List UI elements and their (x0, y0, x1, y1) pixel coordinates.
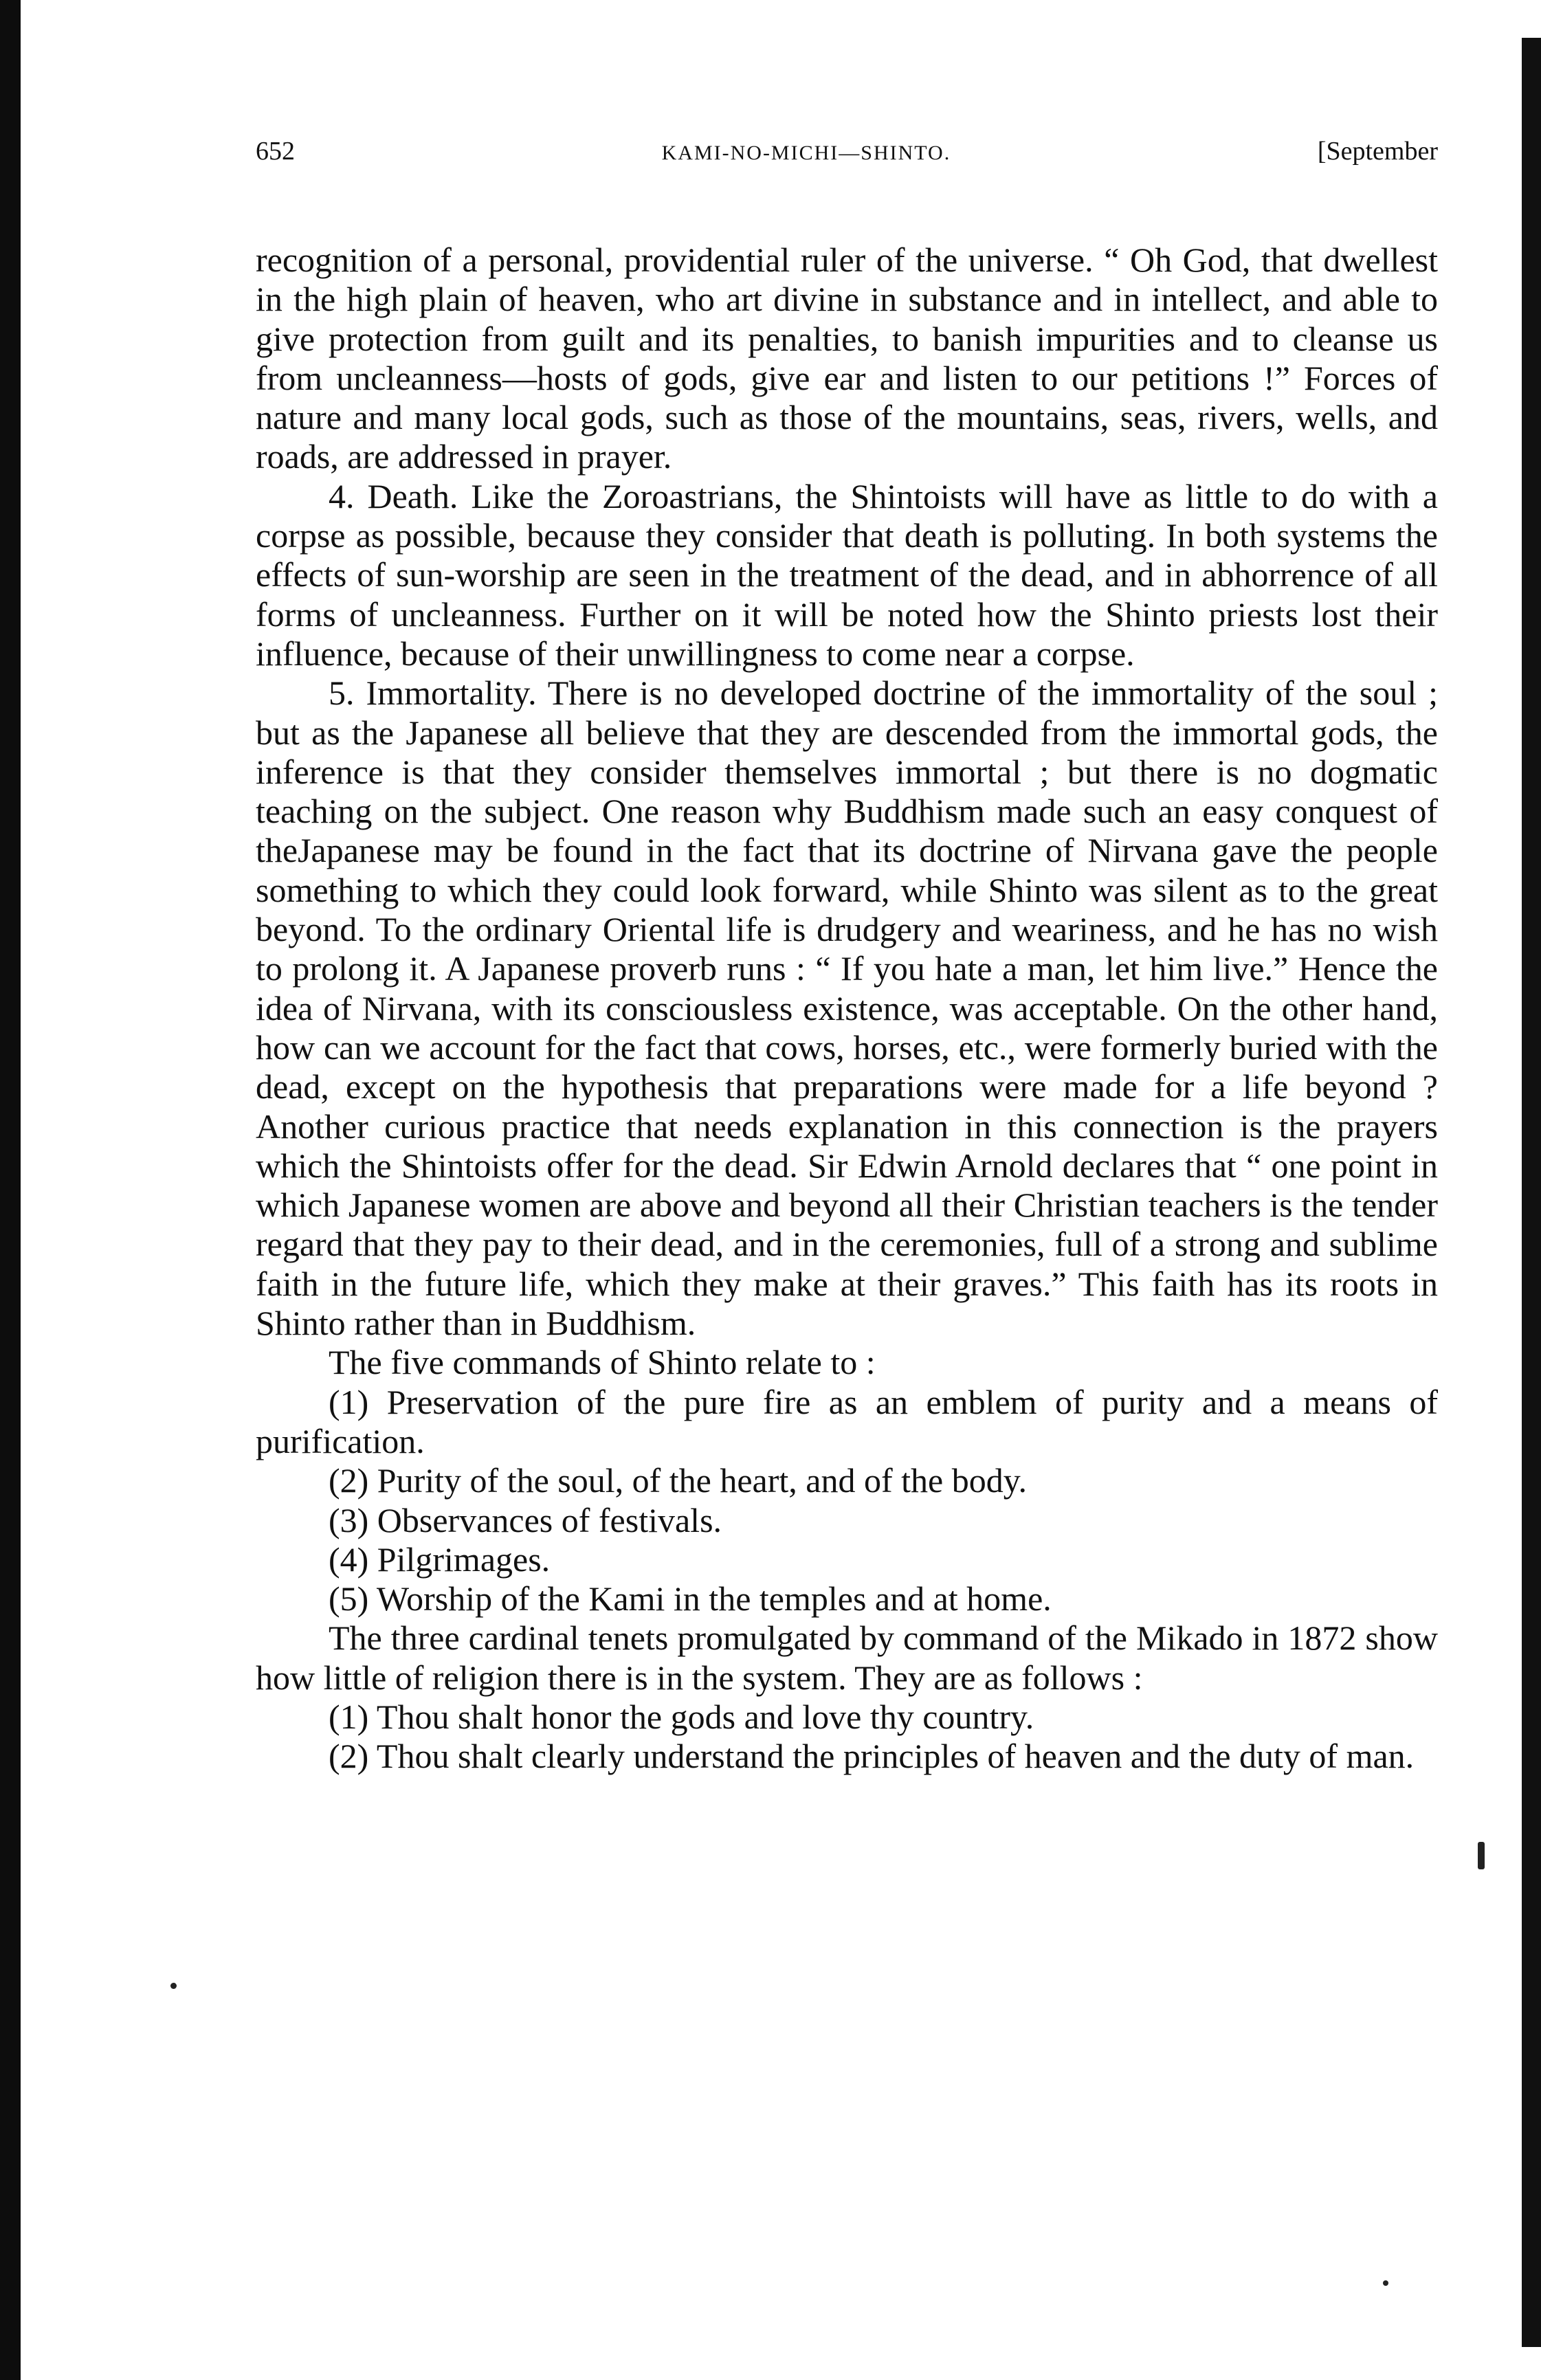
paragraph-death: 4. Death. Like the Zoroastrians, the Shintoists will have as little to do with a corpse as possible, because they consider that death is polluting. In both systems the effects of sun-worship are seen in the treatment of the dead, and in abhorrence of all forms of uncleanness. Further on it will be noted how the Shinto priests lost their influence, because of their unwillingness to come near a corpse. (256, 476, 1438, 673)
page-number: 652 (256, 137, 295, 166)
header-month: [September (1317, 137, 1438, 166)
scan-speck (170, 1983, 177, 1989)
command-item-1: (1) Preservation of the pure fire as an emblem of purity and a means of purification. (256, 1382, 1438, 1460)
scan-speck (1383, 2280, 1388, 2286)
tenet-item-1: (1) Thou shalt honor the gods and love thy country. (329, 1697, 1034, 1736)
book-page (256, 136, 1438, 1777)
command-item-5: (5) Worship of the Kami in the temples and at home. (329, 1579, 1052, 1619)
paragraph-cardinal-tenets-intro: The three cardinal tenets promulgated by command of the Mikado in 1872 show how little of religion there is in the system. They are as follows : (256, 1619, 1438, 1697)
scan-left-edge (0, 0, 21, 2380)
paragraph-five-commands-intro: The five commands of Shinto relate to : (329, 1343, 876, 1382)
paragraph-invocation: recognition of a personal, providential ruler of the universe. “ Oh God, that dwellest in the high plain of heaven, who art divine in substance and in intellect, and able to give protection from guilt and its penalties, to banish impurities and to cleanse us from uncleanness—hosts of gods, give ear and listen to our petitions !” Forces of nature and many local gods, such as those of the mountains, seas, rivers, wells, and roads, are addressed in prayer. (256, 241, 1438, 476)
command-item-2: (2) Purity of the soul, of the heart, and of the body. (329, 1461, 1027, 1500)
running-header (256, 136, 1438, 172)
command-item-4: (4) Pilgrimages. (329, 1539, 551, 1579)
scan-right-edge (1522, 38, 1541, 2347)
running-title: KAMI-NO-MICHI—SHINTO. (661, 142, 951, 164)
scan-speck (1478, 1842, 1485, 1869)
paragraph-immortality: 5. Immortality. There is no developed doctrine of the immortality of the soul ; but as the Japanese all believe that they are descended from the immortal gods, the inference is that they consider themselves immortal ; but there is no dogmatic teaching on the subject. One reason why Buddhism made such an easy conquest of theJapanese may be found in the fact that its doctrine of Nirvana gave the people something to which they could look forward, while Shinto was silent as to the great beyond. To the ordinary Oriental life is drudgery and weariness, and he has no wish to prolong it. A Japanese proverb runs : “ If you hate a man, let him live.” Hence the idea of Nirvana, with its consciousless existence, was acceptable. On the other hand, how can we account for the fact that cows, horses, etc., were formerly buried with the dead, except on the hypothesis that preparations were made for a life beyond ? Another curious practice that needs explanation in this connection is the prayers which the Shintoists offer for the dead. Sir Edwin Arnold declares that “ one point in which Japanese women are above and beyond all their Christian teachers is the tender regard that they pay to their dead, and in the ceremonies, full of a strong and sublime faith in the future life, which they make at their graves.” This faith has its roots in Shinto rather than in Buddhism. (256, 674, 1438, 1343)
tenet-item-2: (2) Thou shalt clearly understand the principles of heaven and the duty of man. (329, 1737, 1415, 1776)
command-item-3: (3) Observances of festivals. (329, 1500, 722, 1539)
